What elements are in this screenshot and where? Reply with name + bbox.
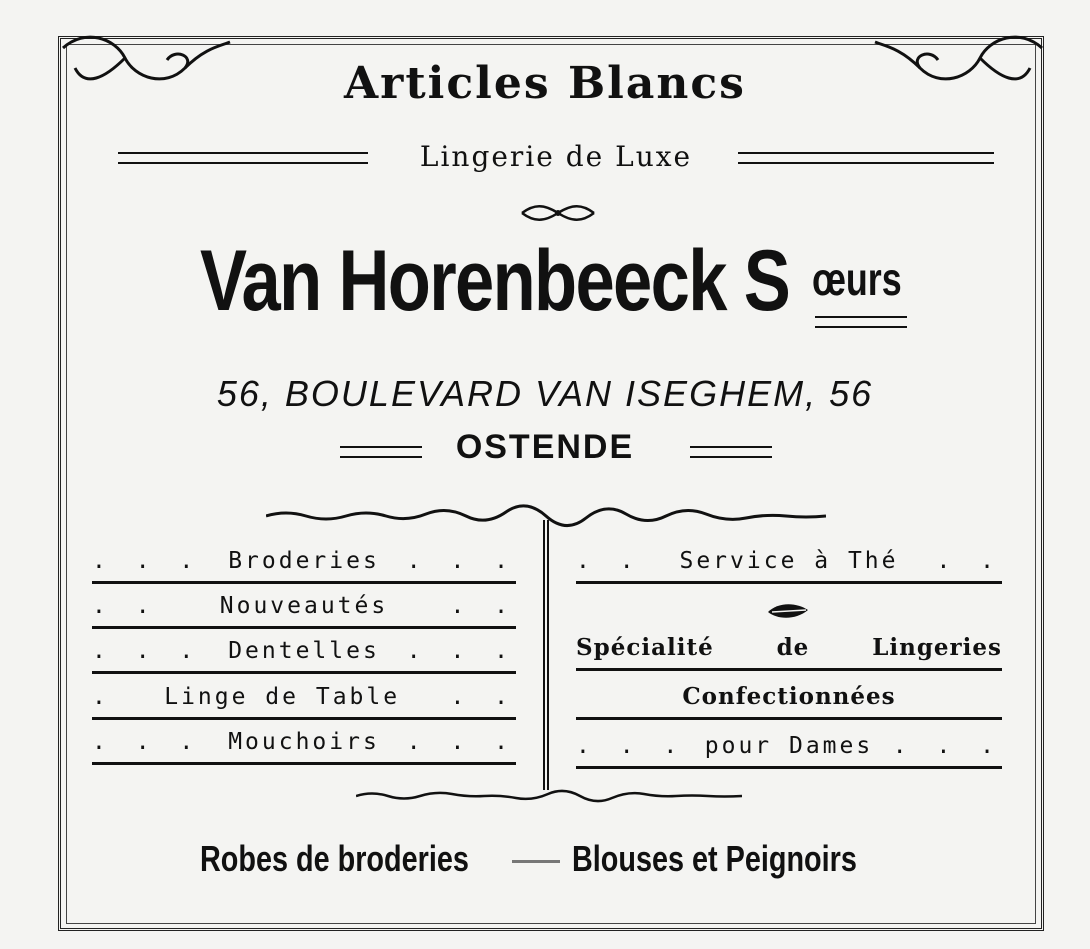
list-item-dentelles — [92, 630, 516, 674]
leader-dots: . . — [92, 592, 158, 619]
list-item-service-a-the — [576, 540, 1002, 584]
specialite-word: Spécialité — [576, 634, 714, 661]
firm-suffix-rule — [815, 316, 907, 328]
list-item-mouchoirs — [92, 721, 516, 765]
specialite-word: Lingeries — [872, 634, 1002, 661]
leader-dots: . . . — [92, 728, 202, 755]
list-item-label: Broderies — [228, 547, 380, 574]
specialite-word: de — [776, 634, 810, 661]
leader-dots: . . — [450, 592, 516, 619]
header-title: Articles Blancs — [344, 58, 746, 109]
leader-dots: . . . — [892, 732, 1002, 759]
leader-dots: . — [92, 683, 114, 710]
header-subtitle: Lingerie de Luxe — [419, 140, 693, 173]
leader-dots: . . . — [406, 637, 516, 664]
ornament-icon — [520, 202, 596, 224]
list-item-pour-dames — [576, 725, 1002, 769]
leader-dots: . . — [936, 547, 1002, 574]
leader-dots: . . . — [92, 637, 202, 664]
leaf-ornament-icon — [766, 600, 810, 624]
leader-dots: . . . — [406, 547, 516, 574]
firm-name-suffix: œurs — [812, 253, 902, 305]
wavy-rule-bottom — [356, 786, 742, 806]
leader-dots: . . . — [576, 732, 686, 759]
list-item-label: Mouchoirs — [228, 728, 380, 755]
list-item-label: Service à Thé — [679, 547, 899, 574]
city-row — [0, 428, 1090, 472]
footer-right: Blouses et Peignoirs — [572, 838, 857, 879]
list-item-label: Linge de Table — [164, 683, 401, 710]
subtitle-row — [118, 140, 994, 180]
footer-line — [0, 838, 1090, 888]
firm-city: OSTENDE — [455, 428, 635, 466]
leader-dots: . . . — [92, 547, 202, 574]
footer-dash — [512, 860, 560, 863]
list-item-broderies — [92, 540, 516, 584]
footer-left: Robes de broderies — [200, 838, 469, 879]
list-item-label: Dentelles — [228, 637, 380, 664]
column-divider — [543, 520, 549, 790]
list-item-label: pour Dames — [704, 732, 874, 759]
firm-name: Van Horenbeeck S — [200, 233, 790, 329]
firm-address: 56, BOULEVARD VAN ISEGHEM, 56 — [216, 373, 874, 414]
leader-dots: . . — [576, 547, 642, 574]
list-item-linge-de-table — [92, 676, 516, 720]
list-item-nouveautes — [92, 585, 516, 629]
list-item-label: Nouveautés — [219, 592, 389, 619]
confectionnees-line: Confectionnées — [576, 676, 1002, 720]
specialite-line — [576, 627, 1002, 671]
leader-dots: . . — [450, 683, 516, 710]
leader-dots: . . . — [406, 728, 516, 755]
